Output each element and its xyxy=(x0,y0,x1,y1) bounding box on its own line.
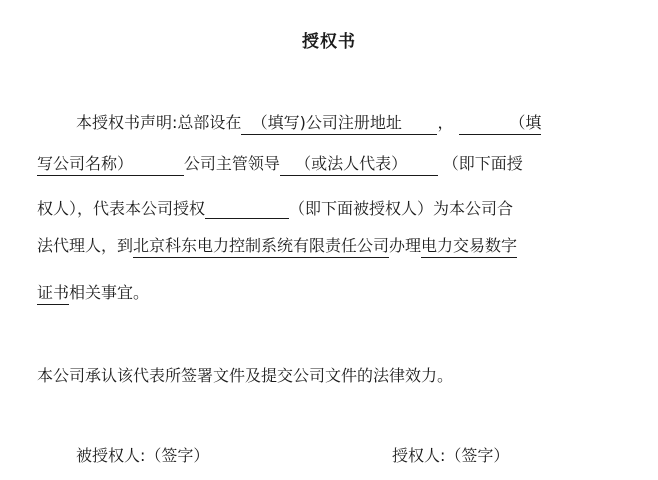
statement-line-5 xyxy=(37,283,149,305)
authorizer-signature: 授权人:（签字） xyxy=(392,446,510,465)
statement-line-1 xyxy=(76,113,541,135)
company-name-blank-start: （填 xyxy=(459,113,542,135)
leader-blank: （或法人代表） xyxy=(280,154,438,176)
address-blank: （填写)公司注册地址 xyxy=(241,113,437,135)
leader-label: 公司主管领导 xyxy=(183,154,280,173)
company-name-blank-end: 写公司名称） xyxy=(37,154,184,176)
comma: ， xyxy=(437,113,454,132)
company-name: 北京科东电力控制系统有限责任公司 xyxy=(133,236,389,258)
authorized-person-blank xyxy=(205,198,289,219)
statement-line-2 xyxy=(37,154,523,176)
matters-text: 相关事宜。 xyxy=(69,283,150,302)
statement-line-3 xyxy=(37,198,513,219)
authorized-signature: 被授权人:（签字） xyxy=(76,446,210,465)
authorized-note: （即下面被授权人）为本公司合 xyxy=(289,199,514,218)
statement-line-4 xyxy=(37,236,517,258)
agent-prefix: 法代理人，到 xyxy=(37,236,134,255)
certificate-text-cont: 证书 xyxy=(37,283,69,305)
authorizer-note: （即下面授 xyxy=(442,154,523,173)
certificate-text: 电力交易数字 xyxy=(421,236,517,258)
acknowledgement: 本公司承认该代表所签署文件及提交公司文件的法律效力。 xyxy=(37,366,454,385)
statement-lead: 本授权书声明:总部设在 xyxy=(76,113,242,132)
authorizer-note-cont: 权人），代表本公司授权 xyxy=(37,199,206,218)
handle-text: 办理 xyxy=(389,236,422,255)
document-title: 授权书 xyxy=(302,32,356,52)
